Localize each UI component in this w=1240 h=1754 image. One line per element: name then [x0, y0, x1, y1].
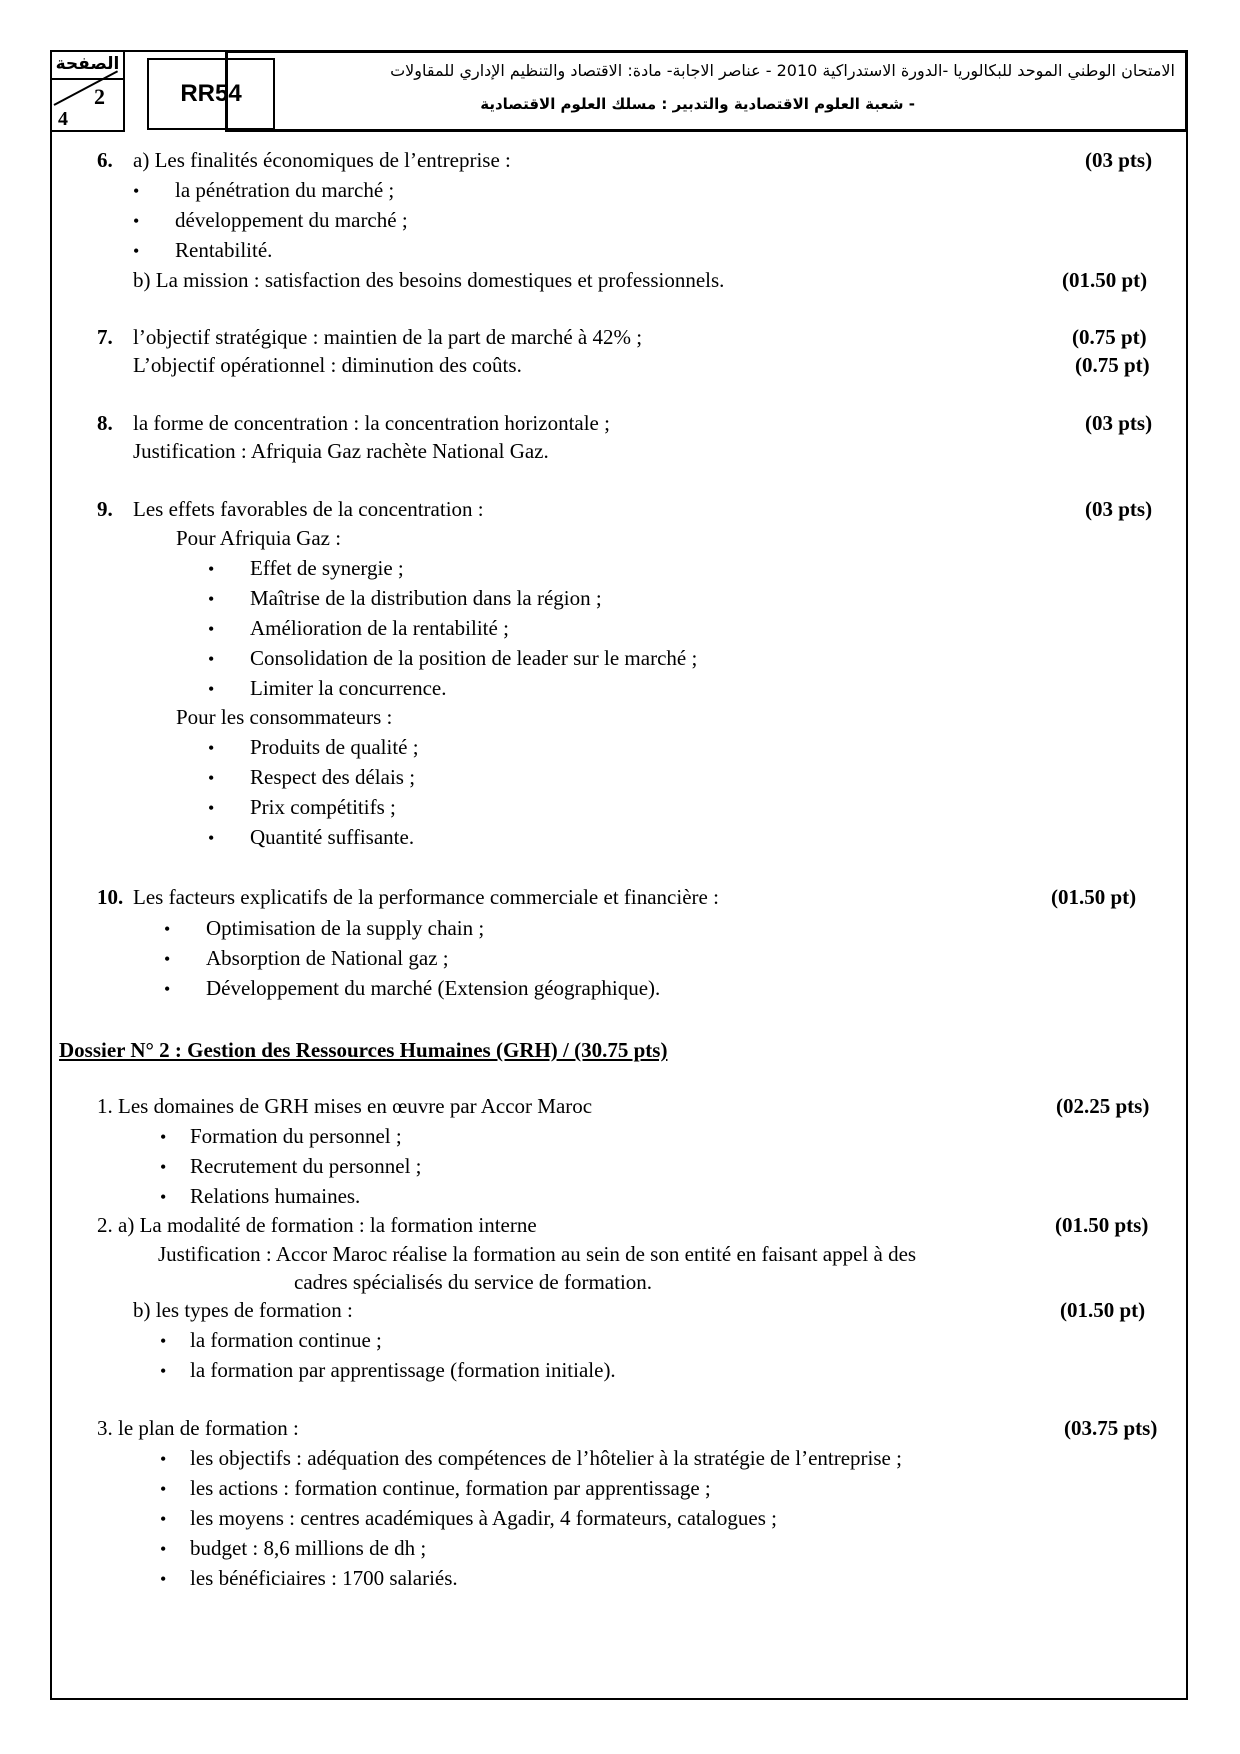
list-item: • Prix compétitifs ; [208, 795, 396, 819]
d2-points-a: (01.50 pts) [1055, 1213, 1149, 1237]
d1-line1: 1. Les domaines de GRH mises en œuvre par Accor Maroc [97, 1094, 593, 1118]
list-item: • les actions : formation continue, formation par apprentissage ; [160, 1476, 711, 1500]
list-item: • Limiter la concurrence. [208, 676, 447, 700]
list-item: • la pénétration du marché ; [133, 178, 395, 202]
list-item: • Consolidation de la position de leader sur le marché ; [208, 646, 698, 670]
q6-text-a: a) Les finalités économiques de l’entreprise : [133, 148, 511, 172]
list-item: • Absorption de National gaz ; [164, 946, 449, 970]
d3-points: (03.75 pts) [1064, 1416, 1158, 1440]
list-item: • Développement du marché (Extension géographique). [164, 976, 661, 1000]
d2-justification-2: cadres spécialisés du service de formation. [294, 1270, 653, 1294]
q7-line2: L’objectif opérationnel : diminution des coûts. [133, 353, 522, 377]
question-number: 7. [97, 325, 113, 349]
list-item: • Rentabilité. [133, 238, 273, 262]
q9-group2: Pour les consommateurs : [176, 705, 393, 729]
q9-line1: Les effets favorables de la concentration : [133, 497, 484, 521]
d2-line-b: b) les types de formation : [133, 1298, 353, 1322]
q10-line1: Les facteurs explicatifs de la performance commerciale et financière : [133, 885, 719, 909]
list-item: • Respect des délais ; [208, 765, 416, 789]
question-number: 10. [97, 885, 124, 909]
section-title: Dossier N° 2 : Gestion des Ressources Humaines (GRH) / (30.75 pts) [59, 1038, 668, 1062]
d2-justification-1: Justification : Accor Maroc réalise la formation au sein de son entité en faisant appel à des [158, 1242, 917, 1266]
q9-points: (03 pts) [1085, 497, 1153, 521]
q8-line2: Justification : Afriquia Gaz rachète National Gaz. [133, 439, 549, 463]
question-number: 9. [97, 497, 113, 521]
page-total: 4 [58, 108, 68, 130]
q8-points: (03 pts) [1085, 411, 1153, 435]
d2-points-b: (01.50 pt) [1060, 1298, 1146, 1322]
list-item: • Recrutement du personnel ; [160, 1154, 422, 1178]
list-item: • la formation continue ; [160, 1328, 382, 1352]
list-item: • Optimisation de la supply chain ; [164, 916, 485, 940]
q7-line1: l’objectif stratégique : maintien de la part de marché à 42% ; [133, 325, 643, 349]
list-item: • la formation par apprentissage (formation initiale). [160, 1358, 616, 1382]
page-label: الصفحة [55, 54, 120, 74]
d2-line-a: 2. a) La modalité de formation : la formation interne [97, 1213, 537, 1237]
list-item: • Produits de qualité ; [208, 735, 419, 759]
list-item: • les objectifs : adéquation des compétences de l’hôtelier à la stratégie de l’entreprise ; [160, 1446, 902, 1470]
page-number: 2 [94, 84, 105, 109]
d1-points: (02.25 pts) [1056, 1094, 1150, 1118]
q10-points: (01.50 pt) [1051, 885, 1137, 909]
q6-points-b: (01.50 pt) [1062, 268, 1148, 292]
list-item: • Relations humaines. [160, 1184, 361, 1208]
list-item: • les moyens : centres académiques à Agadir, 4 formateurs, catalogues ; [160, 1506, 777, 1530]
q7-points2: (0.75 pt) [1075, 353, 1150, 377]
q7-points1: (0.75 pt) [1072, 325, 1147, 349]
list-item: • Quantité suffisante. [208, 825, 415, 849]
q8-line1: la forme de concentration : la concentration horizontale ; [133, 411, 610, 435]
list-item: • développement du marché ; [133, 208, 408, 232]
question-number: 8. [97, 411, 113, 435]
exam-title-line2: - شعبة العلوم الاقتصادية والتدبير : مسلك العلوم الاقتصادية [480, 95, 915, 113]
d3-line1: 3. le plan de formation : [97, 1416, 299, 1440]
q6-text-b: b) La mission : satisfaction des besoins domestiques et professionnels. [133, 268, 725, 292]
q6-points-a: (03 pts) [1085, 148, 1153, 172]
list-item: • Maîtrise de la distribution dans la région ; [208, 586, 602, 610]
list-item: • Formation du personnel ; [160, 1124, 402, 1148]
list-item: • budget : 8,6 millions de dh ; [160, 1536, 427, 1560]
question-number: 6. [97, 148, 113, 172]
list-item: • Amélioration de la rentabilité ; [208, 616, 509, 640]
exam-code: RR54 [147, 58, 275, 130]
list-item: • Effet de synergie ; [208, 556, 404, 580]
exam-title-line1: الامتحان الوطني الموحد للبكالوريا -الدورة الاستدراكية 2010 - عناصر الاجابة- مادة: الاقتصاد والتنظيم الإداري للمقاولات [390, 61, 1175, 80]
q9-group1: Pour Afriquia Gaz : [176, 526, 342, 550]
list-item: • les bénéficiaires : 1700 salariés. [160, 1566, 458, 1590]
